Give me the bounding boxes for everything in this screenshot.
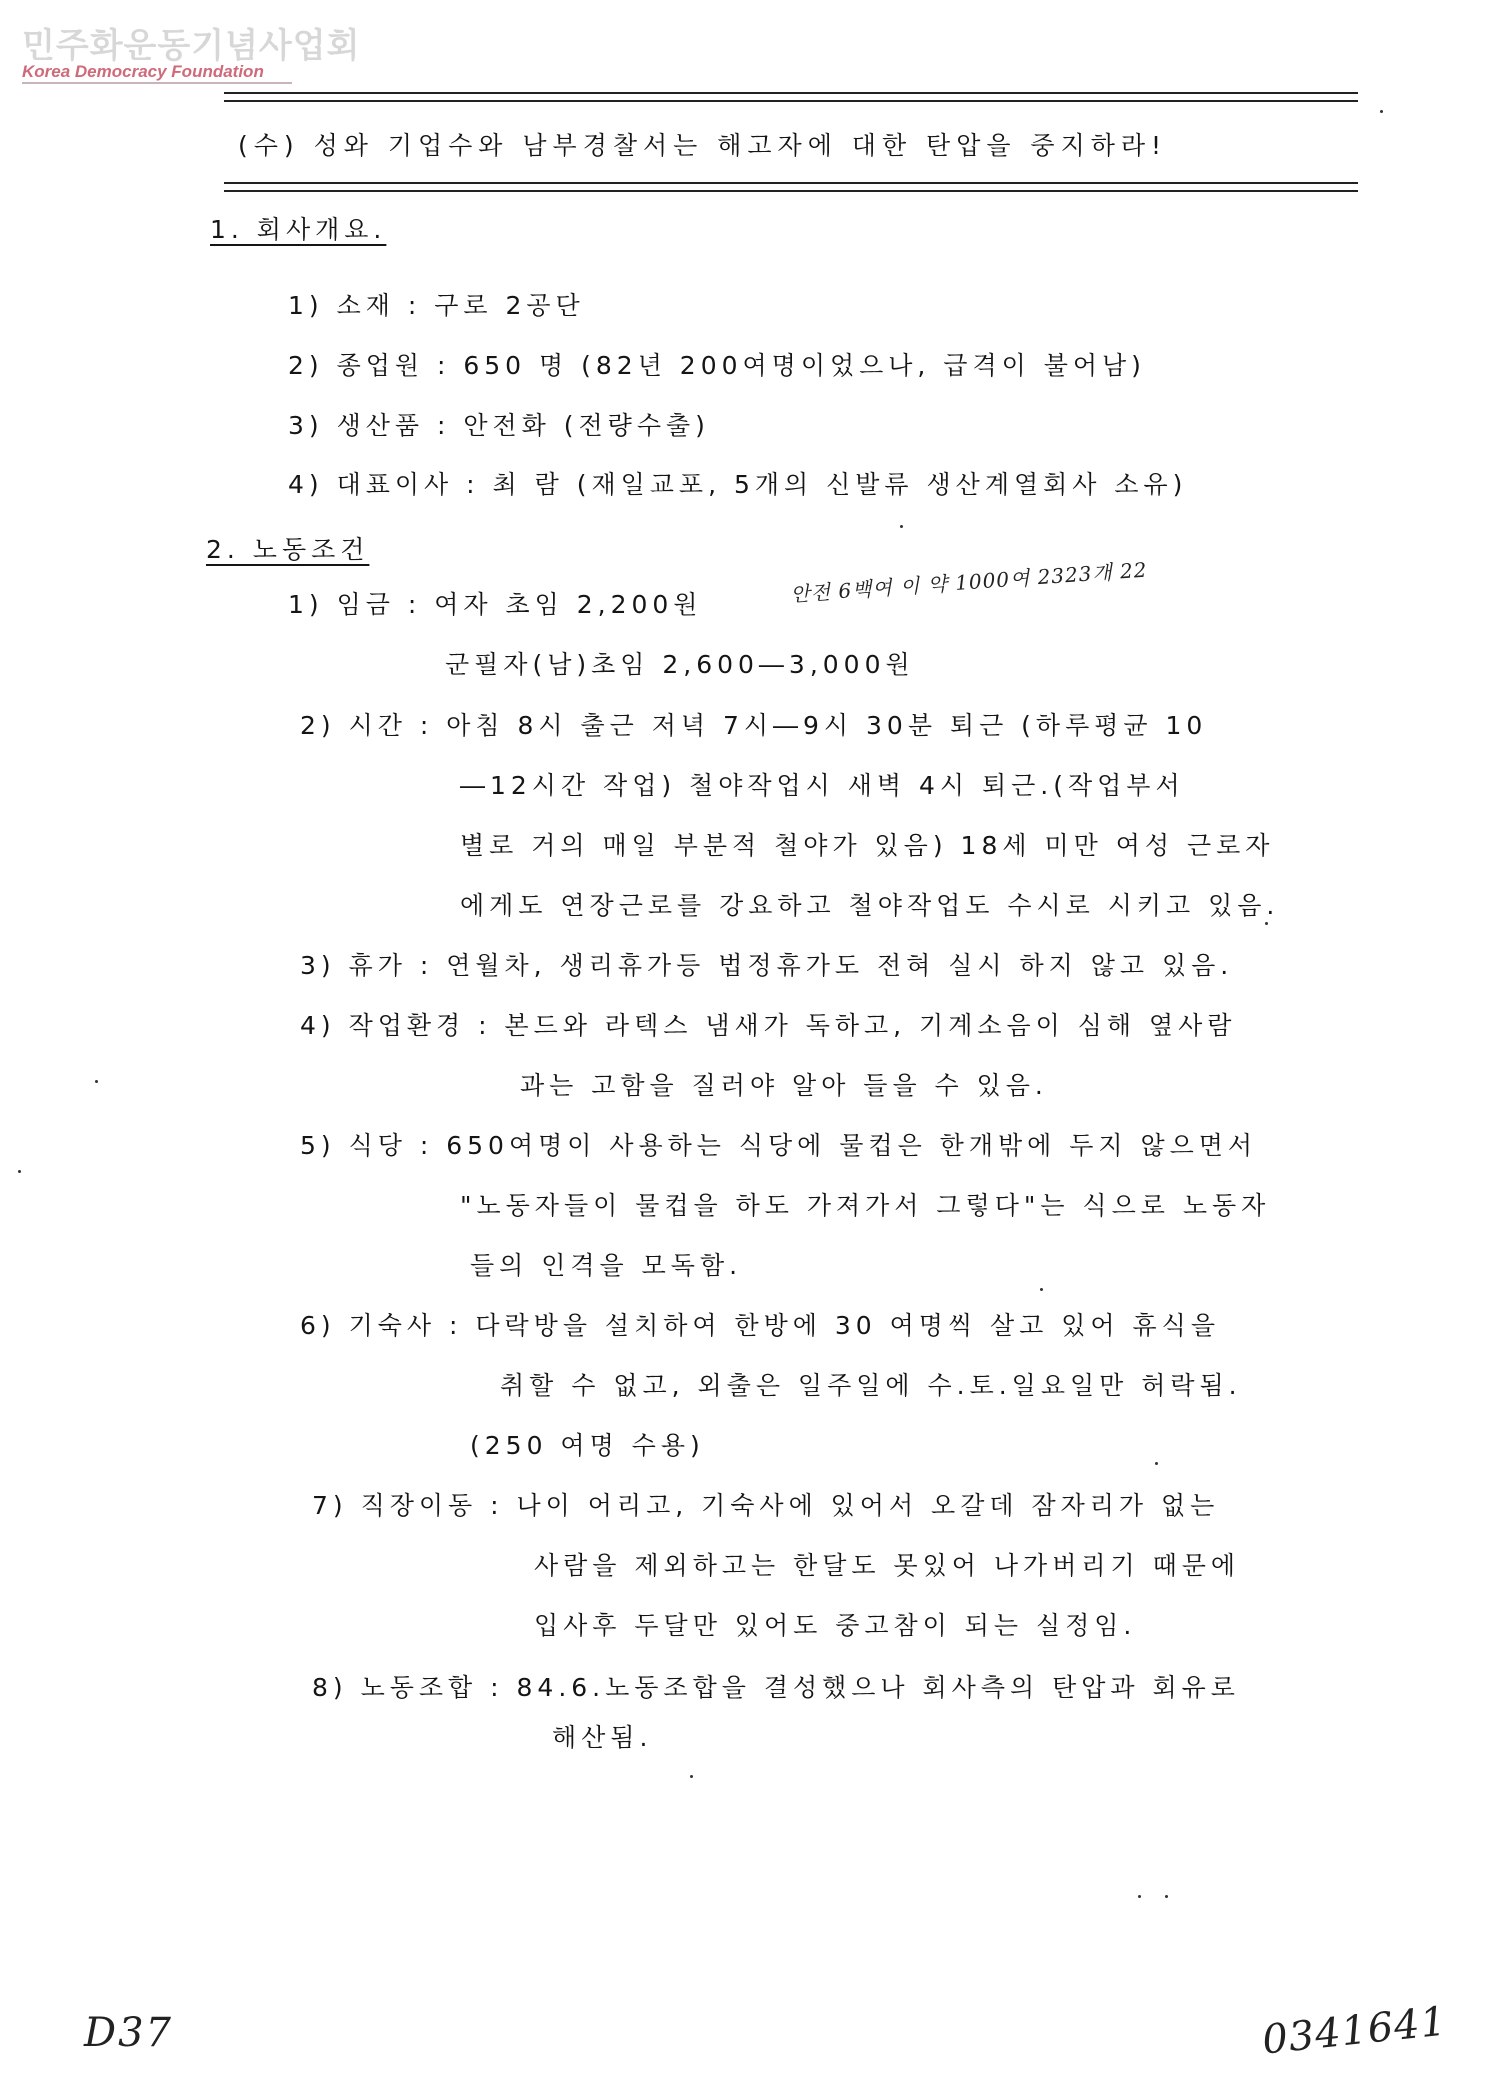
text-line: 6) 기숙사 : 다락방을 설치하여 한방에 30 여명씩 살고 있어 휴식을 [300,1311,1220,1340]
top-rule-2 [224,100,1358,102]
text-line: "노동자들이 물컵을 하도 가져가서 그렇다"는 식으로 노동자 [460,1191,1271,1220]
scan-speck [1040,1288,1043,1291]
scan-speck [1165,1895,1168,1898]
text-line: 별로 거의 매일 부분적 철야가 있음) 18세 미만 여성 근로자 [460,831,1275,860]
text-line: 2) 시간 : 아침 8시 출근 저녁 7시―9시 30분 퇴근 (하루평균 10 [300,711,1208,740]
text-line: 5) 식당 : 650여명이 사용하는 식당에 물컵은 한개밖에 두지 않으면서 [300,1131,1258,1160]
text-line: 해산됨. [552,1723,653,1752]
handwritten-code-left: D37 [84,2010,173,2056]
text-line: 8) 노동조합 : 84.6.노동조합을 결성했으나 회사측의 탄압과 회유로 [312,1673,1240,1702]
text-line: 들의 인격을 모독함. [470,1251,743,1280]
scan-speck [690,1775,693,1778]
text-line: 사람을 제외하고는 한달도 못있어 나가버리기 때문에 [534,1551,1241,1580]
text-line: 3) 휴가 : 연월차, 생리휴가등 법정휴가도 전혀 실시 하지 않고 있음. [300,951,1234,980]
text-line: 4) 작업환경 : 본드와 라텍스 냄새가 독하고, 기계소음이 심해 옆사람 [300,1011,1237,1040]
text-line: 과는 고함을 질러야 알아 들을 수 있음. [520,1071,1048,1100]
scan-speck [900,525,903,528]
text-line: (250 여명 수용) [470,1431,705,1460]
text-line: 에게도 연장근로를 강요하고 철야작업도 수시로 시키고 있음. [460,891,1280,920]
scan-speck [1155,1462,1158,1465]
scan-speck [1138,1895,1141,1898]
top-rule-1 [224,92,1358,94]
scan-speck [1380,110,1383,113]
list-item: 4) 대표이사 : 최 람 (재일교포, 5개의 신발류 생산계열회사 소유) [288,470,1188,499]
text-line: 군필자(남)초임 2,600―3,000원 [445,650,915,679]
text-line: 1) 임금 : 여자 초임 2,200원 [288,590,703,619]
handwritten-note: 안전 6백여 이 약 1000여 2323개 22 [789,557,1149,607]
document-title: (수) 성와 기업수와 남부경찰서는 해고자에 대한 탄압을 중지하라! [238,131,1168,160]
text-line: ―12시간 작업) 철야작업시 새벽 4시 퇴근.(작업부서 [460,771,1185,800]
scan-speck [1265,922,1268,925]
section-heading: 2. 노동조건 [206,535,370,564]
list-item: 1) 소재 : 구로 2공단 [288,291,585,320]
text-line: 입사후 두달만 있어도 중고참이 되는 실정임. [534,1611,1137,1640]
scan-speck [95,1080,98,1083]
text-line: 취할 수 없고, 외출은 일주일에 수.토.일요일만 허락됨. [500,1371,1242,1400]
text-line: 7) 직장이동 : 나이 어리고, 기숙사에 있어서 오갈데 잠자리가 없는 [312,1491,1220,1520]
list-item: 2) 종업원 : 650 명 (82년 200여명이었으나, 급격이 불어남) [288,351,1146,380]
list-item: 3) 생산품 : 안전화 (전량수출) [288,411,710,440]
watermark-korean: 민주화운동기념사업회 [22,26,361,66]
scan-speck [18,1170,21,1173]
title-rule-2 [224,190,1358,192]
handwritten-code-right: 0341641 [1260,1998,1450,2064]
section-heading: 1. 회사개요. [210,215,387,244]
watermark-underline [22,82,292,84]
title-rule-1 [224,182,1358,184]
watermark-english: Korea Democracy Foundation [22,62,264,81]
